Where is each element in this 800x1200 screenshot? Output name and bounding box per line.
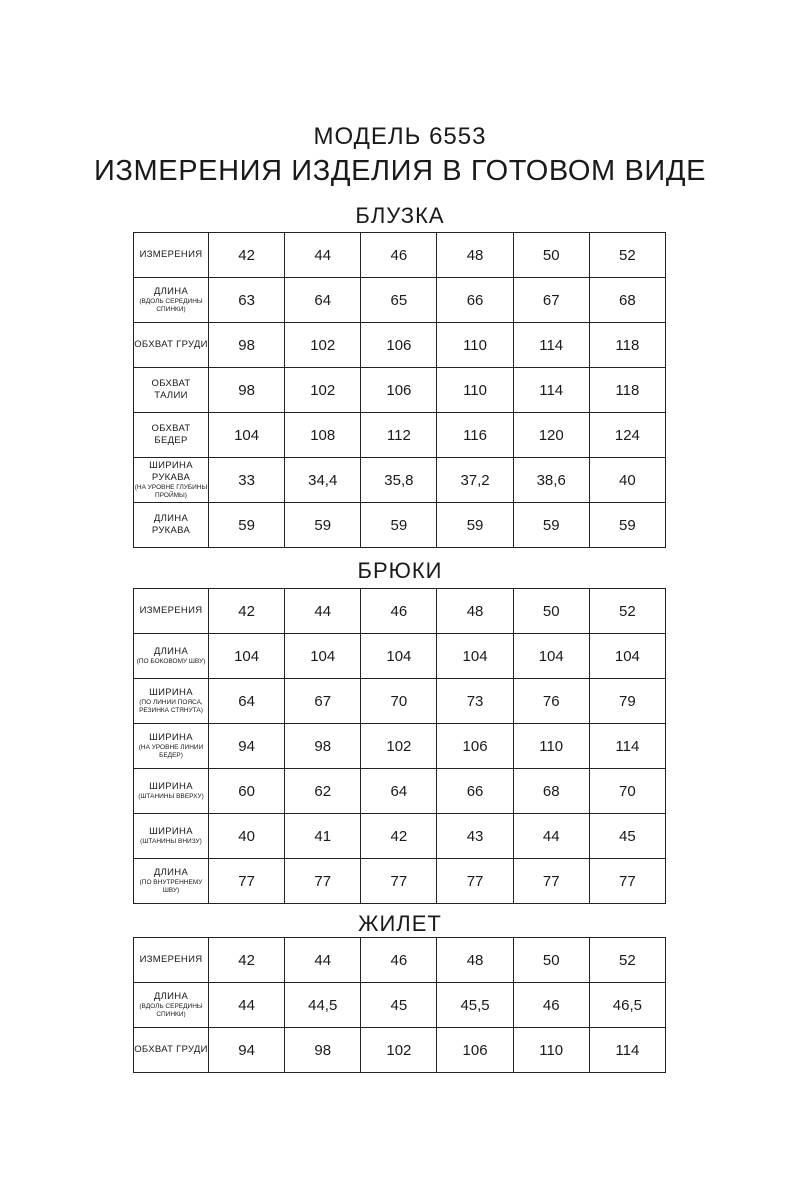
- row-label-cell: [134, 233, 209, 278]
- value-cell: 77: [589, 859, 665, 904]
- value-cell: 33: [209, 458, 285, 503]
- row-note: (ШТАНИНЫ ВВЕРХУ): [138, 793, 204, 800]
- row-label-cell: [134, 589, 209, 634]
- table-row: [134, 458, 666, 503]
- value-cell: 67: [513, 278, 589, 323]
- table-row: [134, 724, 666, 769]
- value-cell: 67: [285, 679, 361, 724]
- row-label: ДЛИНА: [153, 867, 189, 878]
- value-cell: 44: [285, 233, 361, 278]
- section-title-vest: ЖИЛЕТ: [358, 911, 442, 936]
- value-cell: 106: [361, 368, 437, 413]
- table-row: [134, 503, 666, 548]
- value-cell: 118: [589, 323, 665, 368]
- model-title: МОДЕЛЬ 6553: [313, 123, 487, 150]
- value-cell: 46: [361, 233, 437, 278]
- row-label: ОБХВАТ ГРУДИ: [134, 339, 208, 350]
- value-cell: 108: [285, 413, 361, 458]
- row-label: ШИРИНА РУКАВА: [149, 460, 193, 483]
- table-row: [134, 413, 666, 458]
- value-cell: 59: [285, 503, 361, 548]
- value-cell: 34,4: [285, 458, 361, 503]
- value-cell: 98: [209, 323, 285, 368]
- row-note: (ПО БОКОВОМУ ШВУ): [136, 658, 206, 665]
- value-cell: 40: [589, 458, 665, 503]
- value-cell: 63: [209, 278, 285, 323]
- value-cell: 48: [437, 589, 513, 634]
- table-row: [134, 1028, 666, 1073]
- row-label-cell: [134, 503, 209, 548]
- row-label-cell: [134, 814, 209, 859]
- row-label-cell: [134, 634, 209, 679]
- table-row: [134, 278, 666, 323]
- value-cell: 102: [361, 1028, 437, 1073]
- value-cell: 45: [589, 814, 665, 859]
- table-row: [134, 368, 666, 413]
- value-cell: 94: [209, 724, 285, 769]
- value-cell: 52: [589, 938, 665, 983]
- value-cell: 104: [285, 634, 361, 679]
- row-label-cell: [134, 983, 209, 1028]
- row-note: (НА УРОВНЕ ГЛУБИНЫ ПРОЙМЫ): [134, 484, 208, 499]
- value-cell: 62: [285, 769, 361, 814]
- value-cell: 59: [361, 503, 437, 548]
- row-note: (ПО ВНУТРЕННЕМУ ШВУ): [139, 879, 203, 894]
- value-cell: 110: [513, 1028, 589, 1073]
- value-cell: 104: [209, 634, 285, 679]
- section-title-trousers: БРЮКИ: [357, 558, 443, 583]
- value-cell: 48: [437, 233, 513, 278]
- value-cell: 110: [437, 323, 513, 368]
- value-cell: 70: [589, 769, 665, 814]
- value-cell: 106: [437, 1028, 513, 1073]
- row-label: ШИРИНА: [149, 687, 193, 698]
- value-cell: 102: [285, 323, 361, 368]
- value-cell: 104: [361, 634, 437, 679]
- value-cell: 104: [589, 634, 665, 679]
- table-row: [134, 983, 666, 1028]
- value-cell: 116: [437, 413, 513, 458]
- value-cell: 118: [589, 368, 665, 413]
- row-label: ДЛИНА: [153, 646, 189, 657]
- value-cell: 59: [513, 503, 589, 548]
- row-label-cell: [134, 1028, 209, 1073]
- value-cell: 50: [513, 233, 589, 278]
- value-cell: 76: [513, 679, 589, 724]
- page-subtitle: ИЗМЕРЕНИЯ ИЗДЕЛИЯ В ГОТОВОМ ВИДЕ: [93, 155, 707, 187]
- row-label-cell: [134, 859, 209, 904]
- value-cell: 98: [285, 724, 361, 769]
- value-cell: 94: [209, 1028, 285, 1073]
- value-cell: 114: [513, 368, 589, 413]
- value-cell: 40: [209, 814, 285, 859]
- row-label: ОБХВАТ ТАЛИИ: [151, 378, 191, 401]
- value-cell: 79: [589, 679, 665, 724]
- row-label-cell: [134, 278, 209, 323]
- value-cell: 37,2: [437, 458, 513, 503]
- row-label-cell: [134, 368, 209, 413]
- row-note: (НА УРОВНЕ ЛИНИИ БЕДЕР): [138, 744, 204, 759]
- row-label-cell: [134, 679, 209, 724]
- value-cell: 42: [209, 938, 285, 983]
- value-cell: 77: [437, 859, 513, 904]
- value-cell: 98: [285, 1028, 361, 1073]
- value-cell: 104: [513, 634, 589, 679]
- size-table-blouse: [133, 232, 666, 548]
- value-cell: 44: [513, 814, 589, 859]
- value-cell: 77: [285, 859, 361, 904]
- value-cell: 45,5: [437, 983, 513, 1028]
- value-cell: 77: [361, 859, 437, 904]
- value-cell: 35,8: [361, 458, 437, 503]
- value-cell: 46: [361, 938, 437, 983]
- value-cell: 77: [209, 859, 285, 904]
- value-cell: 114: [589, 724, 665, 769]
- value-cell: 42: [209, 233, 285, 278]
- value-cell: 104: [437, 634, 513, 679]
- value-cell: 59: [589, 503, 665, 548]
- value-cell: 44,5: [285, 983, 361, 1028]
- value-cell: 64: [361, 769, 437, 814]
- value-cell: 98: [209, 368, 285, 413]
- row-label-cell: [134, 724, 209, 769]
- value-cell: 112: [361, 413, 437, 458]
- row-label-cell: [134, 458, 209, 503]
- table-row: [134, 859, 666, 904]
- value-cell: 46: [361, 589, 437, 634]
- value-cell: 120: [513, 413, 589, 458]
- row-note: (ПО ЛИНИИ ПОЯСА, РЕЗИНКА СТЯНУТА): [139, 699, 203, 714]
- table-row: [134, 679, 666, 724]
- value-cell: 52: [589, 589, 665, 634]
- value-cell: 106: [361, 323, 437, 368]
- value-cell: 124: [589, 413, 665, 458]
- row-label: ОБХВАТ ГРУДИ: [134, 1044, 208, 1055]
- table-row: [134, 769, 666, 814]
- row-label: ШИРИНА: [149, 781, 193, 792]
- row-note: (ВДОЛЬ СЕРЕДИНЫ СПИНКИ): [139, 298, 203, 313]
- row-label: ИЗМЕРЕНИЯ: [139, 954, 203, 965]
- value-cell: 77: [513, 859, 589, 904]
- value-cell: 102: [361, 724, 437, 769]
- value-cell: 73: [437, 679, 513, 724]
- value-cell: 114: [589, 1028, 665, 1073]
- value-cell: 64: [209, 679, 285, 724]
- value-cell: 70: [361, 679, 437, 724]
- value-cell: 45: [361, 983, 437, 1028]
- value-cell: 68: [513, 769, 589, 814]
- value-cell: 68: [589, 278, 665, 323]
- value-cell: 41: [285, 814, 361, 859]
- row-label: ИЗМЕРЕНИЯ: [139, 249, 203, 260]
- value-cell: 44: [209, 983, 285, 1028]
- row-label-cell: [134, 938, 209, 983]
- row-label: ДЛИНА: [153, 991, 189, 1002]
- value-cell: 110: [437, 368, 513, 413]
- value-cell: 106: [437, 724, 513, 769]
- value-cell: 42: [209, 589, 285, 634]
- table-row: [134, 323, 666, 368]
- row-label: ОБХВАТ БЕДЕР: [151, 423, 191, 446]
- section-title-blouse: БЛУЗКА: [355, 203, 445, 228]
- row-label: ИЗМЕРЕНИЯ: [139, 605, 203, 616]
- value-cell: 44: [285, 589, 361, 634]
- row-label-cell: [134, 323, 209, 368]
- value-cell: 66: [437, 769, 513, 814]
- table-row: [134, 233, 666, 278]
- row-note: (ВДОЛЬ СЕРЕДИНЫ СПИНКИ): [139, 1003, 203, 1018]
- value-cell: 38,6: [513, 458, 589, 503]
- row-label: ШИРИНА: [149, 826, 193, 837]
- value-cell: 104: [209, 413, 285, 458]
- value-cell: 50: [513, 589, 589, 634]
- size-table-trousers: [133, 588, 666, 904]
- value-cell: 59: [437, 503, 513, 548]
- row-label: ДЛИНА: [153, 286, 189, 297]
- value-cell: 60: [209, 769, 285, 814]
- value-cell: 46: [513, 983, 589, 1028]
- value-cell: 64: [285, 278, 361, 323]
- table-row: [134, 938, 666, 983]
- row-note: (ШТАНИНЫ ВНИЗУ): [140, 838, 202, 845]
- value-cell: 65: [361, 278, 437, 323]
- row-label-cell: [134, 769, 209, 814]
- value-cell: 42: [361, 814, 437, 859]
- size-table-vest: [133, 937, 666, 1073]
- table-row: [134, 634, 666, 679]
- value-cell: 50: [513, 938, 589, 983]
- row-label: ДЛИНА РУКАВА: [151, 513, 191, 536]
- value-cell: 44: [285, 938, 361, 983]
- value-cell: 114: [513, 323, 589, 368]
- value-cell: 48: [437, 938, 513, 983]
- table-row: [134, 589, 666, 634]
- row-label-cell: [134, 413, 209, 458]
- value-cell: 52: [589, 233, 665, 278]
- value-cell: 43: [437, 814, 513, 859]
- value-cell: 102: [285, 368, 361, 413]
- value-cell: 110: [513, 724, 589, 769]
- value-cell: 46,5: [589, 983, 665, 1028]
- value-cell: 59: [209, 503, 285, 548]
- table-row: [134, 814, 666, 859]
- row-label: ШИРИНА: [149, 732, 193, 743]
- value-cell: 66: [437, 278, 513, 323]
